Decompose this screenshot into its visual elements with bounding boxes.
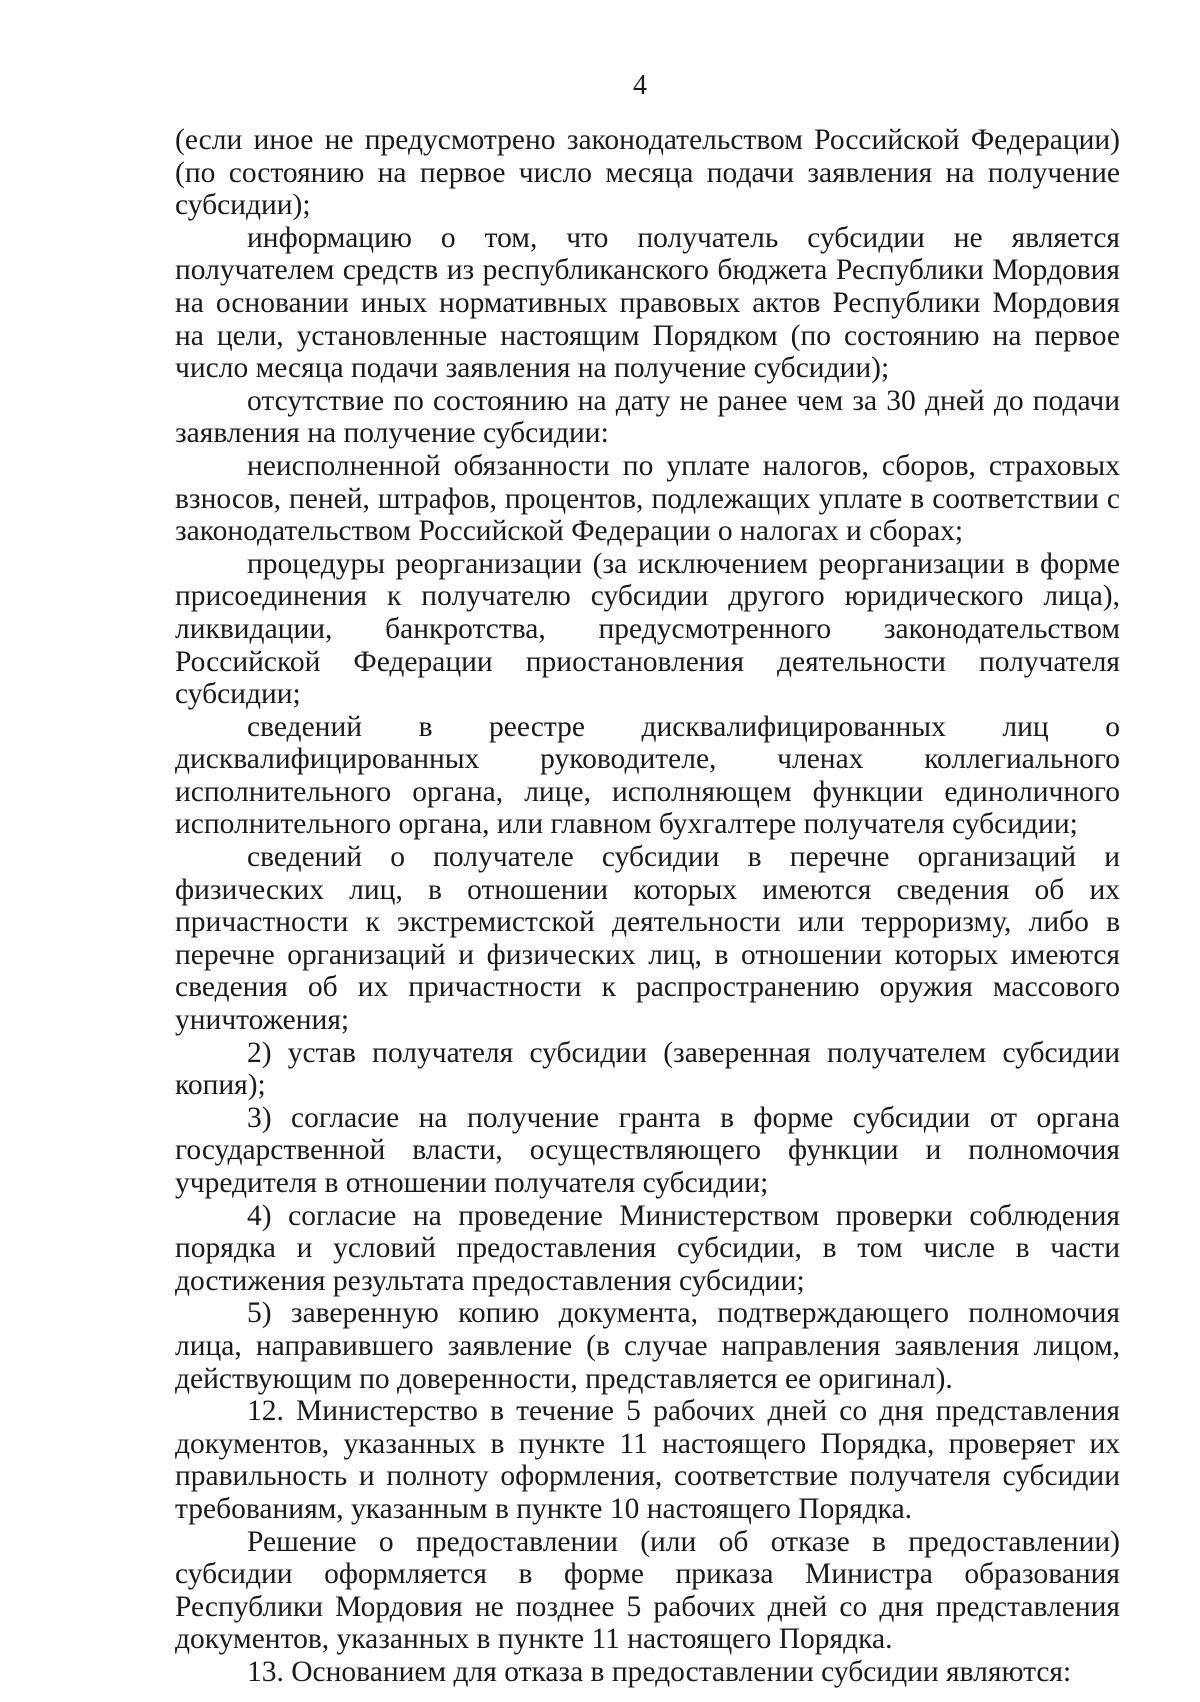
page-number: 4 [633,70,647,101]
paragraph-unpaid-taxes: неисполненной обязанности по уплате налогов, сборов, страховых взносов, пеней, штрафов, процентов, подлежащих уплате в соответствии с законодательством Российской Федерации о налогах и сборах; [175,449,1120,548]
document-body [175,124,1120,1689]
paragraph-item-3-consent: 3) согласие на получение гранта в форме субсидии от органа государственной власти, осуществляющего функции и полномочия учредителя в отношении получателя субсидии; [175,1101,1120,1199]
paragraph-reorganization: процедуры реорганизации (за исключением реорганизации в форме присоединения к получателю субсидии другого юридического лица), ликвидации, банкротства, предусмотренного законодательством Российской Федерации приостановления деятельности получателя субсидии; [175,547,1120,711]
paragraph-recipient-info: информацию о том, что получатель субсидии не является получателем средств из республиканского бюджета Республики Мордовия на основании иных нормативных правовых актов Республики Мордовия на цели, установленные настоящим Порядком (по состоянию на первое число месяца подачи заявления на получение субсидии); [175,221,1120,385]
paragraph-continuation: (если иное не предусмотрено законодательством Российской Федерации) (по состоянию на первое число месяца подачи заявления на получение субсидии); [175,124,1120,222]
paragraph-absence-intro: отсутствие по состоянию на дату не ранее чем за 30 дней до подачи заявления на получение субсидии: [175,384,1120,450]
paragraph-decision: Решение о предоставлении (или об отказе в предоставлении) субсидии оформляется в форме приказа Министра образования Республики Мордовия не позднее 5 рабочих дней со дня представления документов, указанных в пункте 11 настоящего Порядка. [175,1525,1120,1656]
paragraph-disqualified-registry: сведений в реестре дисквалифицированных лиц о дисквалифицированных руководителе, членах коллегиального исполнительного органа, лице, исполняющем функции единоличного исполнительного органа, или главном бухгалтере получателя субсидии; [175,710,1120,841]
paragraph-clause-12: 12. Министерство в течение 5 рабочих дней со дня представления документов, указанных в пункте 11 настоящего Порядка, проверяет их правильность и полноту оформления, соответствие получателя субсидии требованиям, указанным в пункте 10 настоящего Порядка. [175,1395,1120,1525]
paragraph-item-5-power-of-attorney: 5) заверенную копию документа, подтверждающего полномочия лица, направившего заявление (в случае направления заявления лицом, действующим по доверенности, представляется ее оригинал). [175,1297,1120,1395]
paragraph-item-4-inspection: 4) согласие на проведение Министерством проверки соблюдения порядка и условий предоставления субсидии, в том числе в части достижения результата предоставления субсидии; [175,1199,1120,1297]
paragraph-extremism-list: сведений о получателе субсидии в перечне организаций и физических лиц, в отношении которых имеются сведения об их причастности к экстремистской деятельности или терроризму, либо в перечне организаций и физических лиц, в отношении которых имеются сведения об их причастности к распространению оружия массового уничтожения; [175,841,1120,1037]
paragraph-clause-13: 13. Основанием для отказа в предоставлении субсидии являются: [247,1655,1072,1688]
paragraph-item-2-charter: 2) устав получателя субсидии (заверенная получателем субсидии копия); [175,1036,1120,1102]
